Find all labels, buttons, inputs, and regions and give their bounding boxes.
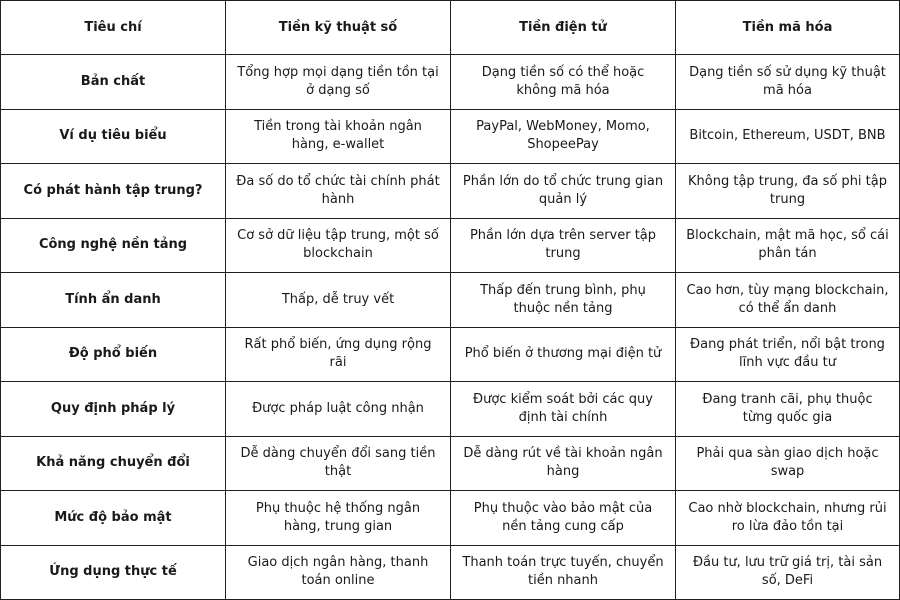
cell-cryptocurrency: Blockchain, mật mã học, sổ cái phân tán: [676, 218, 900, 273]
cell-digital-money: Phụ thuộc hệ thống ngân hàng, trung gian: [226, 491, 451, 546]
table-row: [1, 218, 900, 273]
row-criterion: Có phát hành tập trung?: [1, 164, 226, 219]
table-row: [1, 109, 900, 164]
cell-digital-money: Tiền trong tài khoản ngân hàng, e-wallet: [226, 109, 451, 164]
cell-electronic-money: PayPal, WebMoney, Momo, ShopeePay: [451, 109, 676, 164]
cell-electronic-money: Thanh toán trực tuyến, chuyển tiền nhanh: [451, 545, 676, 600]
table-row: [1, 273, 900, 328]
cell-digital-money: Rất phổ biến, ứng dụng rộng rãi: [226, 327, 451, 382]
cell-digital-money: Tổng hợp mọi dạng tiền tồn tại ở dạng số: [226, 55, 451, 110]
row-criterion: Ví dụ tiêu biểu: [1, 109, 226, 164]
header-cryptocurrency: Tiền mã hóa: [676, 1, 900, 55]
row-criterion: Công nghệ nền tảng: [1, 218, 226, 273]
cell-electronic-money: Phụ thuộc vào bảo mật của nền tảng cung cấp: [451, 491, 676, 546]
table-row: [1, 55, 900, 110]
cell-cryptocurrency: Bitcoin, Ethereum, USDT, BNB: [676, 109, 900, 164]
table-row: [1, 491, 900, 546]
cell-cryptocurrency: Đầu tư, lưu trữ giá trị, tài sản số, DeFi: [676, 545, 900, 600]
cell-cryptocurrency: Đang phát triển, nổi bật trong lĩnh vực đầu tư: [676, 327, 900, 382]
cell-electronic-money: Phổ biến ở thương mại điện tử: [451, 327, 676, 382]
header-digital-money: Tiền kỹ thuật số: [226, 1, 451, 55]
cell-electronic-money: Dễ dàng rút về tài khoản ngân hàng: [451, 436, 676, 491]
cell-electronic-money: Được kiểm soát bởi các quy định tài chính: [451, 382, 676, 437]
cell-digital-money: Dễ dàng chuyển đổi sang tiền thật: [226, 436, 451, 491]
cell-cryptocurrency: Không tập trung, đa số phi tập trung: [676, 164, 900, 219]
cell-electronic-money: Phần lớn do tổ chức trung gian quản lý: [451, 164, 676, 219]
header-criteria: Tiêu chí: [1, 1, 226, 55]
table-row: [1, 545, 900, 600]
header-electronic-money: Tiền điện tử: [451, 1, 676, 55]
cell-cryptocurrency: Cao nhờ blockchain, nhưng rủi ro lừa đảo tồn tại: [676, 491, 900, 546]
table-row: [1, 436, 900, 491]
row-criterion: Bản chất: [1, 55, 226, 110]
cell-electronic-money: Phần lớn dựa trên server tập trung: [451, 218, 676, 273]
cell-cryptocurrency: Cao hơn, tùy mạng blockchain, có thể ẩn danh: [676, 273, 900, 328]
cell-electronic-money: Thấp đến trung bình, phụ thuộc nền tảng: [451, 273, 676, 328]
row-criterion: Quy định pháp lý: [1, 382, 226, 437]
cell-digital-money: Giao dịch ngân hàng, thanh toán online: [226, 545, 451, 600]
row-criterion: Khả năng chuyển đổi: [1, 436, 226, 491]
cell-cryptocurrency: Đang tranh cãi, phụ thuộc từng quốc gia: [676, 382, 900, 437]
row-criterion: Tính ẩn danh: [1, 273, 226, 328]
row-criterion: Mức độ bảo mật: [1, 491, 226, 546]
table-row: [1, 382, 900, 437]
cell-digital-money: Đa số do tổ chức tài chính phát hành: [226, 164, 451, 219]
header-row: [1, 1, 900, 55]
cell-digital-money: Cơ sở dữ liệu tập trung, một số blockchain: [226, 218, 451, 273]
cell-digital-money: Được pháp luật công nhận: [226, 382, 451, 437]
cell-digital-money: Thấp, dễ truy vết: [226, 273, 451, 328]
table-row: [1, 327, 900, 382]
row-criterion: Độ phổ biến: [1, 327, 226, 382]
table-row: [1, 164, 900, 219]
row-criterion: Ứng dụng thực tế: [1, 545, 226, 600]
cell-electronic-money: Dạng tiền số có thể hoặc không mã hóa: [451, 55, 676, 110]
cell-cryptocurrency: Dạng tiền số sử dụng kỹ thuật mã hóa: [676, 55, 900, 110]
cell-cryptocurrency: Phải qua sàn giao dịch hoặc swap: [676, 436, 900, 491]
